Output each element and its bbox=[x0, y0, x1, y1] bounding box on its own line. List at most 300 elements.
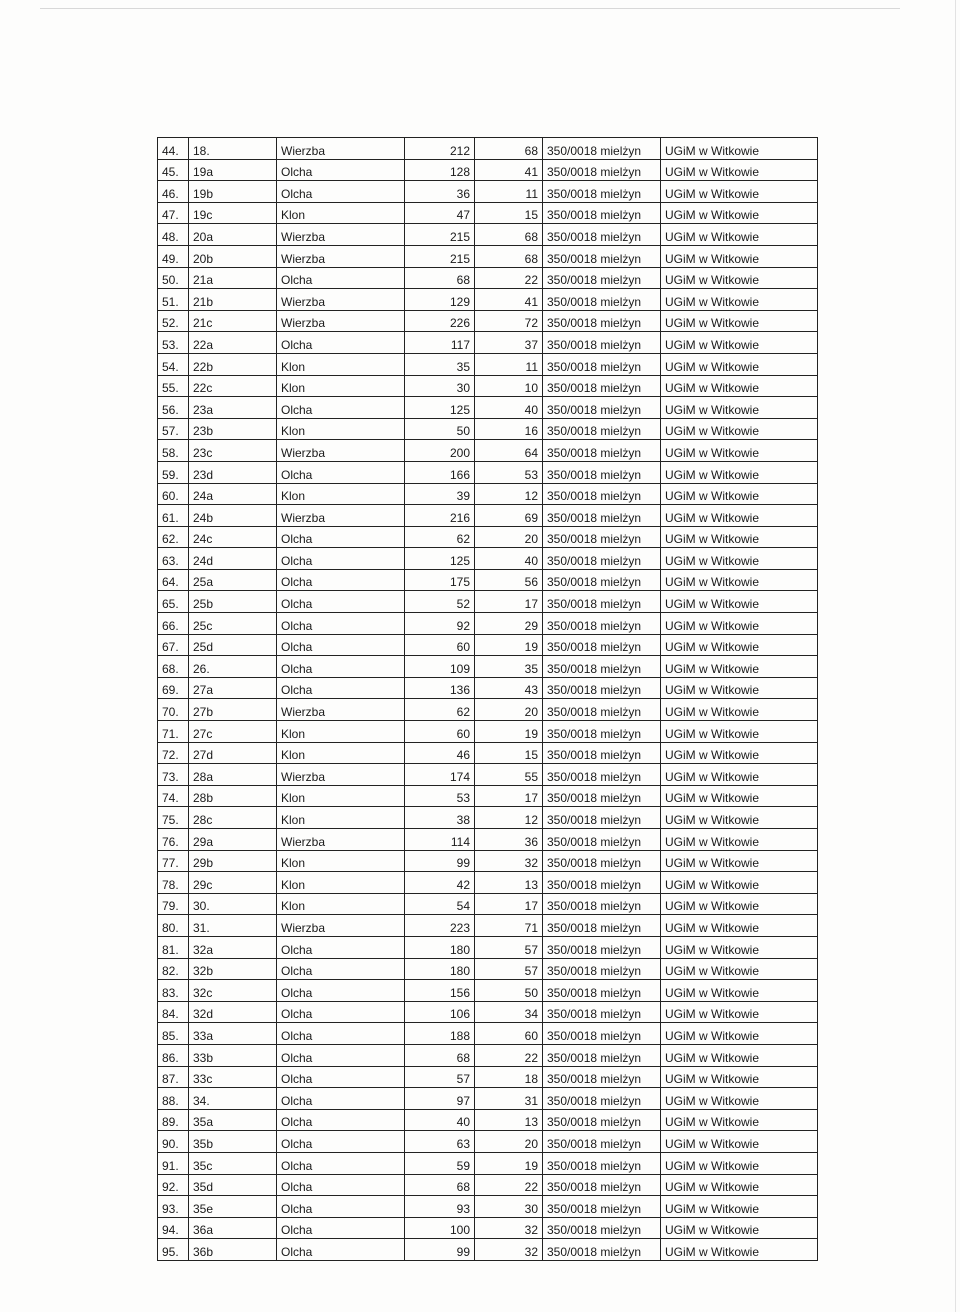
cell-lp: 70. bbox=[158, 699, 189, 721]
cell-circumference: 52 bbox=[405, 591, 475, 613]
cell-owner: UGiM w Witkowie bbox=[661, 569, 818, 591]
cell-parcel: 350/0018 mielżyn bbox=[543, 677, 661, 699]
cell-tree-number: 30. bbox=[189, 893, 277, 915]
cell-tree-number: 22b bbox=[189, 353, 277, 375]
table-row bbox=[158, 936, 818, 958]
cell-owner: UGiM w Witkowie bbox=[661, 440, 818, 462]
cell-lp: 62. bbox=[158, 526, 189, 548]
cell-lp: 55. bbox=[158, 375, 189, 397]
cell-tree-number: 27c bbox=[189, 721, 277, 743]
cell-parcel: 350/0018 mielżyn bbox=[543, 1066, 661, 1088]
cell-tree-number: 21a bbox=[189, 267, 277, 289]
cell-diameter: 64 bbox=[475, 440, 543, 462]
cell-tree-number: 28c bbox=[189, 807, 277, 829]
cell-tree-number: 20a bbox=[189, 224, 277, 246]
cell-tree-number: 35d bbox=[189, 1174, 277, 1196]
cell-tree-number: 28b bbox=[189, 785, 277, 807]
cell-circumference: 180 bbox=[405, 958, 475, 980]
cell-lp: 89. bbox=[158, 1109, 189, 1131]
cell-tree-number: 35b bbox=[189, 1131, 277, 1153]
cell-diameter: 41 bbox=[475, 289, 543, 311]
cell-diameter: 55 bbox=[475, 764, 543, 786]
cell-circumference: 42 bbox=[405, 872, 475, 894]
cell-circumference: 215 bbox=[405, 245, 475, 267]
cell-diameter: 19 bbox=[475, 1152, 543, 1174]
cell-tree-number: 29a bbox=[189, 829, 277, 851]
table-row bbox=[158, 505, 818, 527]
table-row bbox=[158, 289, 818, 311]
cell-tree-number: 35e bbox=[189, 1196, 277, 1218]
cell-tree-number: 25c bbox=[189, 613, 277, 635]
cell-owner: UGiM w Witkowie bbox=[661, 289, 818, 311]
cell-species: Klon bbox=[277, 785, 405, 807]
cell-tree-number: 35a bbox=[189, 1109, 277, 1131]
cell-lp: 56. bbox=[158, 397, 189, 419]
cell-lp: 75. bbox=[158, 807, 189, 829]
cell-circumference: 50 bbox=[405, 418, 475, 440]
table-row bbox=[158, 1152, 818, 1174]
table-row bbox=[158, 1174, 818, 1196]
cell-diameter: 10 bbox=[475, 375, 543, 397]
cell-circumference: 53 bbox=[405, 785, 475, 807]
cell-species: Olcha bbox=[277, 181, 405, 203]
cell-parcel: 350/0018 mielżyn bbox=[543, 936, 661, 958]
cell-lp: 90. bbox=[158, 1131, 189, 1153]
cell-tree-number: 33b bbox=[189, 1044, 277, 1066]
cell-lp: 57. bbox=[158, 418, 189, 440]
cell-tree-number: 25d bbox=[189, 634, 277, 656]
cell-owner: UGiM w Witkowie bbox=[661, 1109, 818, 1131]
cell-diameter: 71 bbox=[475, 915, 543, 937]
cell-owner: UGiM w Witkowie bbox=[661, 397, 818, 419]
cell-owner: UGiM w Witkowie bbox=[661, 591, 818, 613]
cell-species: Olcha bbox=[277, 1066, 405, 1088]
cell-lp: 93. bbox=[158, 1196, 189, 1218]
cell-species: Olcha bbox=[277, 936, 405, 958]
cell-owner: UGiM w Witkowie bbox=[661, 181, 818, 203]
cell-species: Olcha bbox=[277, 958, 405, 980]
cell-species: Klon bbox=[277, 893, 405, 915]
cell-diameter: 17 bbox=[475, 785, 543, 807]
cell-tree-number: 28a bbox=[189, 764, 277, 786]
cell-species: Klon bbox=[277, 742, 405, 764]
cell-parcel: 350/0018 mielżyn bbox=[543, 893, 661, 915]
cell-diameter: 29 bbox=[475, 613, 543, 635]
table-row bbox=[158, 893, 818, 915]
cell-parcel: 350/0018 mielżyn bbox=[543, 634, 661, 656]
cell-diameter: 60 bbox=[475, 1023, 543, 1045]
cell-circumference: 47 bbox=[405, 202, 475, 224]
cell-circumference: 59 bbox=[405, 1152, 475, 1174]
cell-species: Olcha bbox=[277, 1239, 405, 1261]
cell-diameter: 43 bbox=[475, 677, 543, 699]
cell-species: Olcha bbox=[277, 613, 405, 635]
cell-owner: UGiM w Witkowie bbox=[661, 721, 818, 743]
cell-lp: 64. bbox=[158, 569, 189, 591]
cell-circumference: 109 bbox=[405, 656, 475, 678]
cell-tree-number: 24c bbox=[189, 526, 277, 548]
cell-parcel: 350/0018 mielżyn bbox=[543, 418, 661, 440]
cell-tree-number: 29c bbox=[189, 872, 277, 894]
cell-parcel: 350/0018 mielżyn bbox=[543, 526, 661, 548]
cell-species: Olcha bbox=[277, 1044, 405, 1066]
cell-tree-number: 31. bbox=[189, 915, 277, 937]
cell-owner: UGiM w Witkowie bbox=[661, 1044, 818, 1066]
cell-circumference: 62 bbox=[405, 526, 475, 548]
cell-circumference: 223 bbox=[405, 915, 475, 937]
cell-circumference: 60 bbox=[405, 634, 475, 656]
cell-species: Olcha bbox=[277, 569, 405, 591]
table-row bbox=[158, 699, 818, 721]
cell-owner: UGiM w Witkowie bbox=[661, 483, 818, 505]
cell-parcel: 350/0018 mielżyn bbox=[543, 980, 661, 1002]
cell-owner: UGiM w Witkowie bbox=[661, 893, 818, 915]
cell-owner: UGiM w Witkowie bbox=[661, 505, 818, 527]
cell-lp: 86. bbox=[158, 1044, 189, 1066]
cell-owner: UGiM w Witkowie bbox=[661, 1152, 818, 1174]
cell-owner: UGiM w Witkowie bbox=[661, 375, 818, 397]
cell-lp: 54. bbox=[158, 353, 189, 375]
table-row bbox=[158, 742, 818, 764]
cell-diameter: 35 bbox=[475, 656, 543, 678]
cell-diameter: 17 bbox=[475, 591, 543, 613]
cell-species: Wierzba bbox=[277, 829, 405, 851]
table-row bbox=[158, 634, 818, 656]
table-row bbox=[158, 656, 818, 678]
table-row bbox=[158, 785, 818, 807]
cell-tree-number: 23d bbox=[189, 461, 277, 483]
table-row bbox=[158, 569, 818, 591]
cell-species: Olcha bbox=[277, 526, 405, 548]
cell-circumference: 129 bbox=[405, 289, 475, 311]
table-row bbox=[158, 202, 818, 224]
cell-parcel: 350/0018 mielżyn bbox=[543, 505, 661, 527]
cell-parcel: 350/0018 mielżyn bbox=[543, 591, 661, 613]
cell-diameter: 40 bbox=[475, 397, 543, 419]
cell-circumference: 175 bbox=[405, 569, 475, 591]
cell-parcel: 350/0018 mielżyn bbox=[543, 310, 661, 332]
cell-species: Olcha bbox=[277, 548, 405, 570]
cell-tree-number: 26. bbox=[189, 656, 277, 678]
cell-owner: UGiM w Witkowie bbox=[661, 548, 818, 570]
cell-owner: UGiM w Witkowie bbox=[661, 764, 818, 786]
cell-owner: UGiM w Witkowie bbox=[661, 699, 818, 721]
cell-diameter: 22 bbox=[475, 1044, 543, 1066]
cell-circumference: 97 bbox=[405, 1088, 475, 1110]
cell-tree-number: 32a bbox=[189, 936, 277, 958]
cell-diameter: 41 bbox=[475, 159, 543, 181]
cell-circumference: 180 bbox=[405, 936, 475, 958]
table-row bbox=[158, 591, 818, 613]
cell-circumference: 36 bbox=[405, 181, 475, 203]
cell-circumference: 215 bbox=[405, 224, 475, 246]
table-body bbox=[158, 138, 818, 1261]
table-row bbox=[158, 418, 818, 440]
cell-diameter: 13 bbox=[475, 1109, 543, 1131]
cell-species: Olcha bbox=[277, 1109, 405, 1131]
cell-circumference: 30 bbox=[405, 375, 475, 397]
cell-circumference: 114 bbox=[405, 829, 475, 851]
cell-lp: 83. bbox=[158, 980, 189, 1002]
cell-parcel: 350/0018 mielżyn bbox=[543, 440, 661, 462]
cell-diameter: 12 bbox=[475, 483, 543, 505]
cell-tree-number: 33a bbox=[189, 1023, 277, 1045]
cell-species: Klon bbox=[277, 202, 405, 224]
cell-owner: UGiM w Witkowie bbox=[661, 310, 818, 332]
cell-lp: 44. bbox=[158, 138, 189, 160]
cell-circumference: 40 bbox=[405, 1109, 475, 1131]
cell-parcel: 350/0018 mielżyn bbox=[543, 1239, 661, 1261]
cell-parcel: 350/0018 mielżyn bbox=[543, 1088, 661, 1110]
table-row bbox=[158, 224, 818, 246]
cell-tree-number: 35c bbox=[189, 1152, 277, 1174]
cell-parcel: 350/0018 mielżyn bbox=[543, 1152, 661, 1174]
cell-parcel: 350/0018 mielżyn bbox=[543, 699, 661, 721]
table-row bbox=[158, 1131, 818, 1153]
cell-diameter: 16 bbox=[475, 418, 543, 440]
cell-owner: UGiM w Witkowie bbox=[661, 267, 818, 289]
cell-tree-number: 32b bbox=[189, 958, 277, 980]
page-edge-top bbox=[40, 8, 900, 9]
cell-owner: UGiM w Witkowie bbox=[661, 785, 818, 807]
cell-parcel: 350/0018 mielżyn bbox=[543, 1023, 661, 1045]
cell-circumference: 136 bbox=[405, 677, 475, 699]
cell-parcel: 350/0018 mielżyn bbox=[543, 764, 661, 786]
cell-parcel: 350/0018 mielżyn bbox=[543, 202, 661, 224]
cell-diameter: 68 bbox=[475, 138, 543, 160]
cell-circumference: 125 bbox=[405, 397, 475, 419]
cell-diameter: 31 bbox=[475, 1088, 543, 1110]
cell-lp: 94. bbox=[158, 1217, 189, 1239]
cell-lp: 50. bbox=[158, 267, 189, 289]
cell-parcel: 350/0018 mielżyn bbox=[543, 1109, 661, 1131]
cell-circumference: 128 bbox=[405, 159, 475, 181]
cell-tree-number: 21b bbox=[189, 289, 277, 311]
cell-species: Olcha bbox=[277, 1196, 405, 1218]
cell-circumference: 35 bbox=[405, 353, 475, 375]
cell-tree-number: 36a bbox=[189, 1217, 277, 1239]
cell-tree-number: 27d bbox=[189, 742, 277, 764]
cell-owner: UGiM w Witkowie bbox=[661, 1217, 818, 1239]
cell-diameter: 19 bbox=[475, 634, 543, 656]
cell-lp: 77. bbox=[158, 850, 189, 872]
cell-species: Olcha bbox=[277, 634, 405, 656]
cell-circumference: 54 bbox=[405, 893, 475, 915]
cell-circumference: 68 bbox=[405, 1044, 475, 1066]
cell-lp: 71. bbox=[158, 721, 189, 743]
cell-diameter: 15 bbox=[475, 202, 543, 224]
cell-diameter: 12 bbox=[475, 807, 543, 829]
cell-lp: 78. bbox=[158, 872, 189, 894]
cell-tree-number: 23b bbox=[189, 418, 277, 440]
table-row bbox=[158, 267, 818, 289]
cell-owner: UGiM w Witkowie bbox=[661, 1239, 818, 1261]
cell-owner: UGiM w Witkowie bbox=[661, 915, 818, 937]
cell-species: Olcha bbox=[277, 1217, 405, 1239]
cell-parcel: 350/0018 mielżyn bbox=[543, 721, 661, 743]
table-row bbox=[158, 548, 818, 570]
cell-species: Wierzba bbox=[277, 915, 405, 937]
cell-owner: UGiM w Witkowie bbox=[661, 202, 818, 224]
cell-diameter: 15 bbox=[475, 742, 543, 764]
cell-circumference: 226 bbox=[405, 310, 475, 332]
cell-circumference: 100 bbox=[405, 1217, 475, 1239]
cell-species: Olcha bbox=[277, 677, 405, 699]
cell-lp: 63. bbox=[158, 548, 189, 570]
table-row bbox=[158, 375, 818, 397]
cell-circumference: 63 bbox=[405, 1131, 475, 1153]
cell-parcel: 350/0018 mielżyn bbox=[543, 807, 661, 829]
cell-owner: UGiM w Witkowie bbox=[661, 634, 818, 656]
cell-owner: UGiM w Witkowie bbox=[661, 1196, 818, 1218]
table-row bbox=[158, 1088, 818, 1110]
cell-lp: 46. bbox=[158, 181, 189, 203]
cell-species: Klon bbox=[277, 483, 405, 505]
cell-owner: UGiM w Witkowie bbox=[661, 245, 818, 267]
table-row bbox=[158, 159, 818, 181]
cell-parcel: 350/0018 mielżyn bbox=[543, 829, 661, 851]
table-row bbox=[158, 1066, 818, 1088]
cell-parcel: 350/0018 mielżyn bbox=[543, 569, 661, 591]
cell-species: Olcha bbox=[277, 1131, 405, 1153]
cell-parcel: 350/0018 mielżyn bbox=[543, 613, 661, 635]
table-row bbox=[158, 181, 818, 203]
cell-circumference: 106 bbox=[405, 1001, 475, 1023]
cell-circumference: 60 bbox=[405, 721, 475, 743]
cell-owner: UGiM w Witkowie bbox=[661, 958, 818, 980]
cell-species: Olcha bbox=[277, 656, 405, 678]
cell-species: Wierzba bbox=[277, 440, 405, 462]
cell-circumference: 156 bbox=[405, 980, 475, 1002]
cell-lp: 84. bbox=[158, 1001, 189, 1023]
cell-tree-number: 24b bbox=[189, 505, 277, 527]
cell-parcel: 350/0018 mielżyn bbox=[543, 548, 661, 570]
cell-parcel: 350/0018 mielżyn bbox=[543, 1001, 661, 1023]
cell-species: Wierzba bbox=[277, 699, 405, 721]
cell-diameter: 72 bbox=[475, 310, 543, 332]
cell-lp: 68. bbox=[158, 656, 189, 678]
cell-circumference: 216 bbox=[405, 505, 475, 527]
cell-parcel: 350/0018 mielżyn bbox=[543, 958, 661, 980]
table-row bbox=[158, 980, 818, 1002]
cell-owner: UGiM w Witkowie bbox=[661, 1001, 818, 1023]
cell-lp: 92. bbox=[158, 1174, 189, 1196]
cell-owner: UGiM w Witkowie bbox=[661, 742, 818, 764]
cell-circumference: 99 bbox=[405, 1239, 475, 1261]
cell-tree-number: 22c bbox=[189, 375, 277, 397]
cell-tree-number: 27a bbox=[189, 677, 277, 699]
cell-parcel: 350/0018 mielżyn bbox=[543, 785, 661, 807]
cell-lp: 80. bbox=[158, 915, 189, 937]
table-row bbox=[158, 461, 818, 483]
cell-parcel: 350/0018 mielżyn bbox=[543, 656, 661, 678]
cell-species: Olcha bbox=[277, 397, 405, 419]
cell-circumference: 125 bbox=[405, 548, 475, 570]
cell-parcel: 350/0018 mielżyn bbox=[543, 375, 661, 397]
table-row bbox=[158, 764, 818, 786]
cell-lp: 53. bbox=[158, 332, 189, 354]
cell-parcel: 350/0018 mielżyn bbox=[543, 181, 661, 203]
cell-species: Olcha bbox=[277, 980, 405, 1002]
cell-species: Olcha bbox=[277, 332, 405, 354]
cell-parcel: 350/0018 mielżyn bbox=[543, 138, 661, 160]
cell-lp: 82. bbox=[158, 958, 189, 980]
cell-lp: 61. bbox=[158, 505, 189, 527]
table-row bbox=[158, 138, 818, 160]
table-row bbox=[158, 1196, 818, 1218]
cell-diameter: 32 bbox=[475, 1239, 543, 1261]
cell-circumference: 46 bbox=[405, 742, 475, 764]
cell-circumference: 200 bbox=[405, 440, 475, 462]
cell-diameter: 19 bbox=[475, 721, 543, 743]
cell-species: Olcha bbox=[277, 591, 405, 613]
cell-tree-number: 18. bbox=[189, 138, 277, 160]
cell-owner: UGiM w Witkowie bbox=[661, 159, 818, 181]
cell-tree-number: 19b bbox=[189, 181, 277, 203]
cell-circumference: 212 bbox=[405, 138, 475, 160]
cell-parcel: 350/0018 mielżyn bbox=[543, 224, 661, 246]
cell-circumference: 62 bbox=[405, 699, 475, 721]
table-row bbox=[158, 353, 818, 375]
cell-species: Olcha bbox=[277, 159, 405, 181]
table-row bbox=[158, 872, 818, 894]
cell-owner: UGiM w Witkowie bbox=[661, 613, 818, 635]
cell-circumference: 92 bbox=[405, 613, 475, 635]
cell-species: Wierzba bbox=[277, 245, 405, 267]
cell-parcel: 350/0018 mielżyn bbox=[543, 332, 661, 354]
cell-diameter: 68 bbox=[475, 245, 543, 267]
cell-lp: 95. bbox=[158, 1239, 189, 1261]
cell-diameter: 32 bbox=[475, 850, 543, 872]
cell-parcel: 350/0018 mielżyn bbox=[543, 245, 661, 267]
cell-diameter: 40 bbox=[475, 548, 543, 570]
cell-lp: 48. bbox=[158, 224, 189, 246]
table-row bbox=[158, 483, 818, 505]
cell-diameter: 13 bbox=[475, 872, 543, 894]
cell-diameter: 53 bbox=[475, 461, 543, 483]
cell-owner: UGiM w Witkowie bbox=[661, 418, 818, 440]
cell-tree-number: 23c bbox=[189, 440, 277, 462]
cell-owner: UGiM w Witkowie bbox=[661, 872, 818, 894]
cell-species: Olcha bbox=[277, 1001, 405, 1023]
table-row bbox=[158, 829, 818, 851]
cell-species: Klon bbox=[277, 353, 405, 375]
cell-circumference: 57 bbox=[405, 1066, 475, 1088]
cell-owner: UGiM w Witkowie bbox=[661, 656, 818, 678]
cell-species: Klon bbox=[277, 418, 405, 440]
table-row bbox=[158, 1109, 818, 1131]
cell-owner: UGiM w Witkowie bbox=[661, 980, 818, 1002]
cell-parcel: 350/0018 mielżyn bbox=[543, 267, 661, 289]
table-row bbox=[158, 1239, 818, 1261]
cell-circumference: 117 bbox=[405, 332, 475, 354]
cell-tree-number: 20b bbox=[189, 245, 277, 267]
cell-diameter: 18 bbox=[475, 1066, 543, 1088]
cell-species: Wierzba bbox=[277, 505, 405, 527]
table-row bbox=[158, 807, 818, 829]
cell-owner: UGiM w Witkowie bbox=[661, 807, 818, 829]
cell-parcel: 350/0018 mielżyn bbox=[543, 1196, 661, 1218]
cell-circumference: 93 bbox=[405, 1196, 475, 1218]
cell-parcel: 350/0018 mielżyn bbox=[543, 872, 661, 894]
cell-lp: 79. bbox=[158, 893, 189, 915]
cell-tree-number: 23a bbox=[189, 397, 277, 419]
cell-lp: 76. bbox=[158, 829, 189, 851]
cell-lp: 88. bbox=[158, 1088, 189, 1110]
cell-owner: UGiM w Witkowie bbox=[661, 850, 818, 872]
table-row bbox=[158, 1217, 818, 1239]
cell-diameter: 20 bbox=[475, 699, 543, 721]
